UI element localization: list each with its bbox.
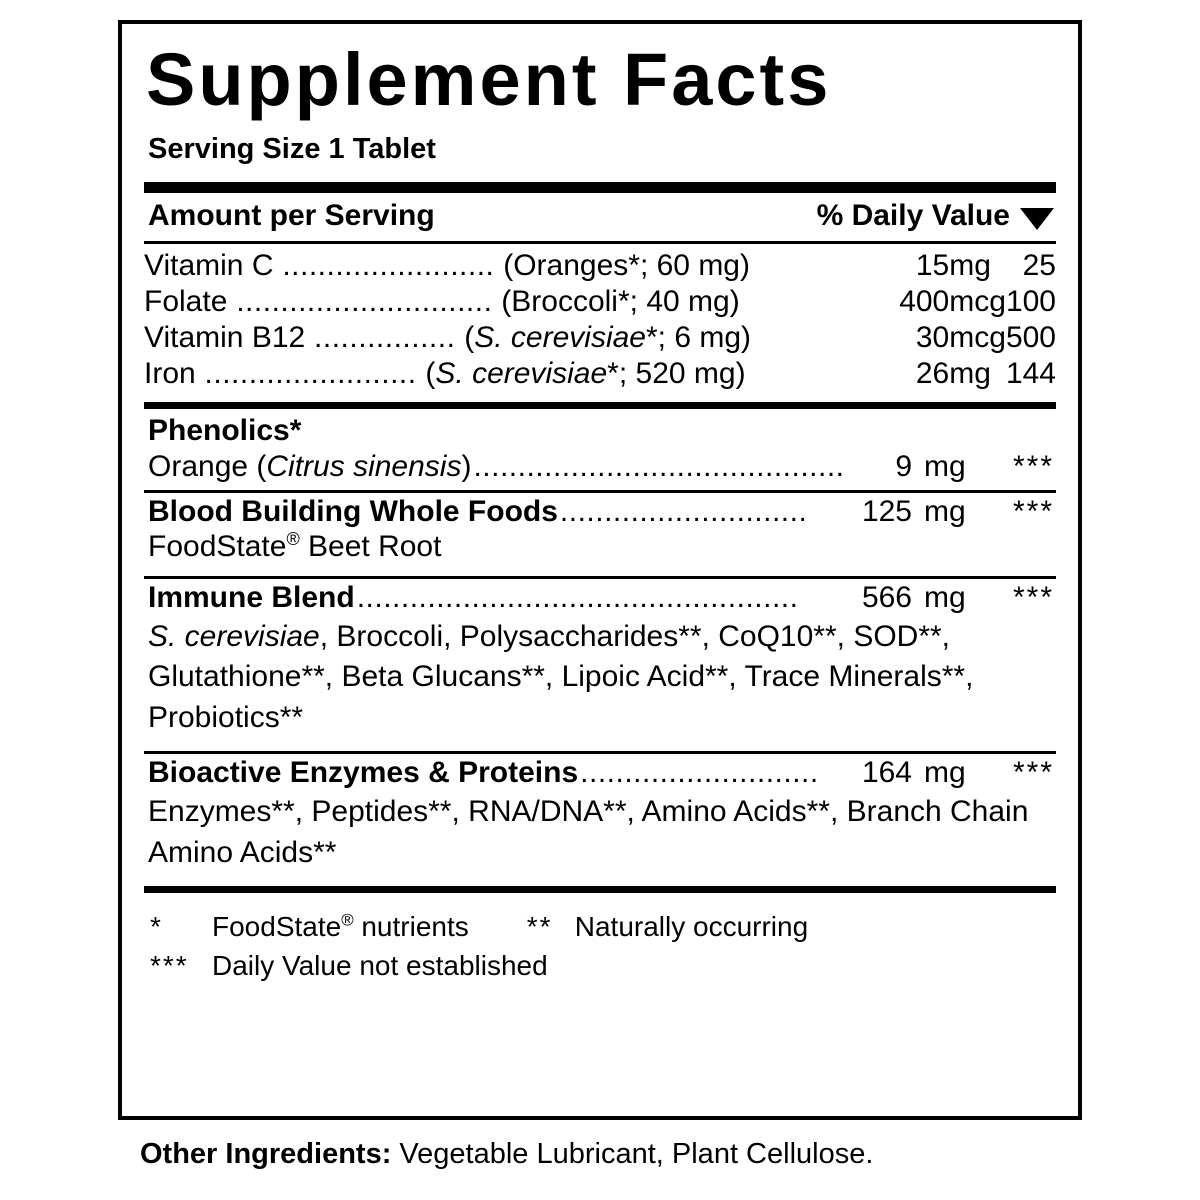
blood-building-dv: *** bbox=[1012, 494, 1054, 528]
page-title: Supplement Facts bbox=[146, 38, 832, 121]
immune-blend-dv: *** bbox=[1012, 580, 1054, 614]
nutrient-name-cell: Vitamin C ........................ (Oranges*; 60 mg) bbox=[144, 248, 750, 282]
nutrient-amount-cell: 30 bbox=[915, 320, 950, 354]
footnote-mark-2: ** bbox=[526, 910, 553, 942]
nutrient-unit-cell: mg bbox=[949, 356, 991, 390]
nutrient-name-cell: Iron ........................ (S. cerevisiae*; 520 mg) bbox=[144, 356, 746, 390]
divider-thick-top bbox=[144, 182, 1056, 193]
nutrient-name-cell: Vitamin B12 ................ (S. cerevisiae*; 6 mg) bbox=[144, 320, 752, 354]
bioactive-ingredients: Enzymes**, Peptides**, RNA/DNA**, Amino Acids**, Branch Chain Amino Acids** bbox=[148, 794, 1029, 869]
immune-blend-row bbox=[144, 579, 1056, 615]
blood-building-amount: 125 bbox=[861, 494, 912, 528]
footnote-text: Daily Value not established bbox=[212, 950, 548, 982]
serving-size: Serving Size 1 Tablet bbox=[148, 132, 436, 165]
blood-building-unit: mg bbox=[924, 494, 966, 528]
nutrient-unit-cell: mcg bbox=[949, 320, 1006, 354]
nutrient-unit-cell: mcg bbox=[949, 284, 1006, 318]
divider-bottom bbox=[144, 886, 1056, 893]
table-row bbox=[144, 320, 1056, 356]
nutrient-amount-cell: 26 bbox=[915, 356, 950, 390]
table-row bbox=[144, 248, 1056, 284]
phenolics-unit: mg bbox=[924, 449, 966, 483]
other-ingredients-label: Other Ingredients: bbox=[140, 1138, 392, 1170]
phenolics-item-name: Orange (Citrus sinensis) bbox=[148, 449, 472, 483]
nutrient-dv-cell: 25 bbox=[1022, 248, 1056, 282]
nutrient-unit-cell: mg bbox=[949, 248, 991, 282]
amount-per-serving-label: Amount per Serving bbox=[148, 198, 435, 232]
nutrient-name-cell: Folate ............................. (Broccoli*; 40 mg) bbox=[144, 284, 740, 318]
blood-building-heading: Blood Building Whole Foods bbox=[148, 494, 558, 528]
footnote-mark: * bbox=[150, 910, 163, 942]
footnote-row bbox=[150, 907, 1056, 947]
nutrient-dv-cell: 144 bbox=[1005, 356, 1056, 390]
bioactive-heading: Bioactive Enzymes & Proteins bbox=[148, 755, 579, 789]
nutrient-amount-cell: 400 bbox=[899, 284, 950, 318]
supplement-facts-panel bbox=[118, 20, 1082, 1120]
bioactive-amount: 164 bbox=[861, 755, 912, 789]
footnotes bbox=[144, 893, 1056, 987]
footnote-mark: *** bbox=[150, 950, 189, 982]
phenolics-row bbox=[144, 448, 1056, 484]
nutrient-dv-cell: 500 bbox=[1005, 320, 1056, 354]
divider-header bbox=[144, 241, 1056, 244]
footnote-text: FoodState® nutrients bbox=[212, 910, 469, 942]
table-row bbox=[144, 356, 1056, 392]
immune-blend-unit: mg bbox=[924, 580, 966, 614]
immune-blend-amount: 566 bbox=[861, 580, 912, 614]
leader-dots: ........................... bbox=[580, 755, 819, 789]
nutrient-table bbox=[144, 248, 1056, 392]
bioactive-section bbox=[144, 754, 1056, 886]
phenolics-amount: 9 bbox=[895, 449, 912, 483]
immune-blend-heading: Immune Blend bbox=[148, 580, 355, 614]
phenolics-dv: *** bbox=[1012, 449, 1054, 483]
blood-building-section bbox=[144, 493, 1056, 576]
bioactive-dv: *** bbox=[1012, 755, 1054, 789]
daily-value-label: % Daily Value bbox=[816, 198, 1010, 232]
table-row bbox=[144, 284, 1056, 320]
leader-dots: ............................ bbox=[559, 494, 808, 528]
nutrient-dv-cell: 100 bbox=[1005, 284, 1056, 318]
immune-blend-ingredients: S. cerevisiae, Broccoli, Polysaccharides**, CoQ10**, SOD**, Glutathione**, Beta Glucans**, Lipoic Acid**, Trace Minerals**, Probiotics** bbox=[148, 619, 974, 735]
phenolics-section bbox=[144, 409, 1056, 490]
bioactive-row bbox=[144, 754, 1056, 790]
immune-blend-section bbox=[144, 579, 1056, 751]
leader-dots: .................................................. bbox=[356, 580, 799, 614]
bioactive-unit: mg bbox=[924, 755, 966, 789]
caret-down-icon bbox=[1020, 208, 1054, 230]
table-header bbox=[144, 193, 1056, 241]
nutrient-amount-cell: 15 bbox=[915, 248, 950, 282]
leader-dots: .......................................... bbox=[473, 449, 845, 483]
blood-building-detail: FoodState® Beet Root bbox=[148, 528, 442, 563]
other-ingredients bbox=[140, 1138, 873, 1171]
phenolics-heading: Phenolics* bbox=[148, 413, 302, 447]
divider-after-nutrients bbox=[144, 402, 1056, 409]
footnote-text-2: Naturally occurring bbox=[574, 910, 809, 942]
blood-building-row bbox=[144, 493, 1056, 529]
footnote-row bbox=[150, 946, 1056, 986]
other-ingredients-value: Vegetable Lubricant, Plant Cellulose. bbox=[391, 1138, 874, 1170]
